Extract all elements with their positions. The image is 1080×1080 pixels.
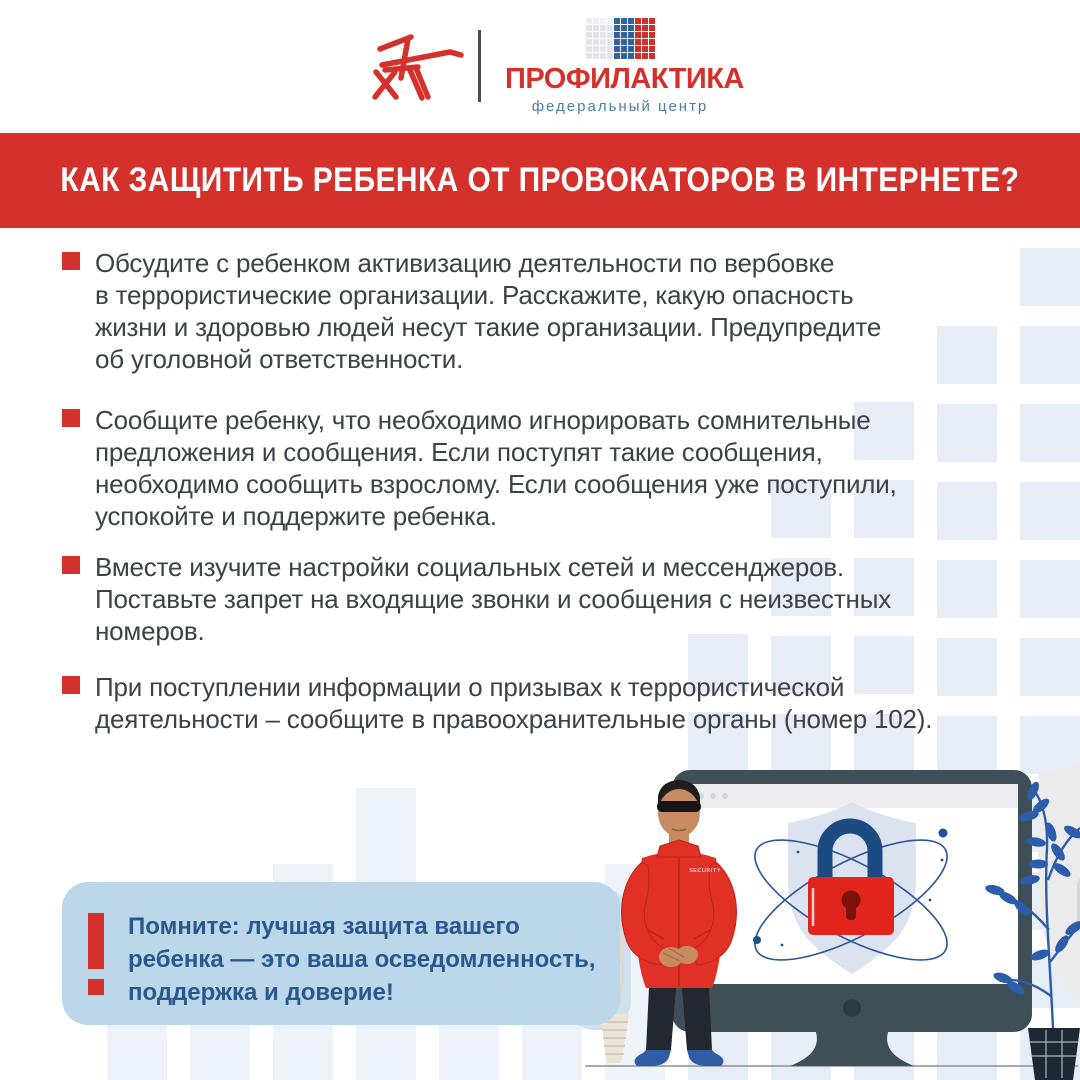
brand-logo [505,16,744,115]
list-item: Сообщите ребенку, что необходимо игнорировать сомнительные предложения и сообщения. Если поступят такие сообщения, необходимо сообщить взрослому. Если сообщения уже поступили, успокойте и поддержите ребенка. [62,404,1012,532]
header [0,0,1080,133]
page-title: КАК ЗАЩИТИТЬ РЕБЕНКА ОТ ПРОВОКАТОРОВ В ИНТЕРНЕТЕ? [60,161,1020,199]
bullet-square-icon [62,252,80,270]
bullet-square-icon [62,409,80,427]
brand-name: ПРОФИЛАКТИКА [505,63,744,95]
bullet-square-icon [62,676,80,694]
list-item: При поступлении информации о призывах к террористической деятельности – сообщите в правоохранительные органы (номер 102). [62,671,1012,735]
monitor-stand [790,1032,914,1066]
reminder-note [62,882,620,1025]
pixel-grid-icon [586,18,655,59]
title-banner [0,133,1080,228]
jacket-label: SECURITY [689,868,721,874]
list-item: Вместе изучите настройки социальных сетей и мессенджеров. Поставьте запрет на входящие звонки и сообщения с неизвестных номеров. [62,551,1012,647]
brand-subtitle: федеральный центр [531,98,709,115]
exclamation-icon [88,913,104,995]
watermark-shield-icon [1038,746,1080,1042]
bullet-square-icon [62,556,80,574]
logo-divider [478,30,481,102]
list-item: Обсудите с ребенком активизацию деятельности по вербовке в террористические организации. Расскажите, какую опасность жизни и здоровью людей несут такие организации. Предупредите об уголовной ответственности. [62,247,1012,375]
reminder-text: Помните: лучшая защита вашего ребенка — это ваша осведомленность, поддержка и доверие! [128,913,596,1006]
chair-logo-icon [362,18,474,118]
